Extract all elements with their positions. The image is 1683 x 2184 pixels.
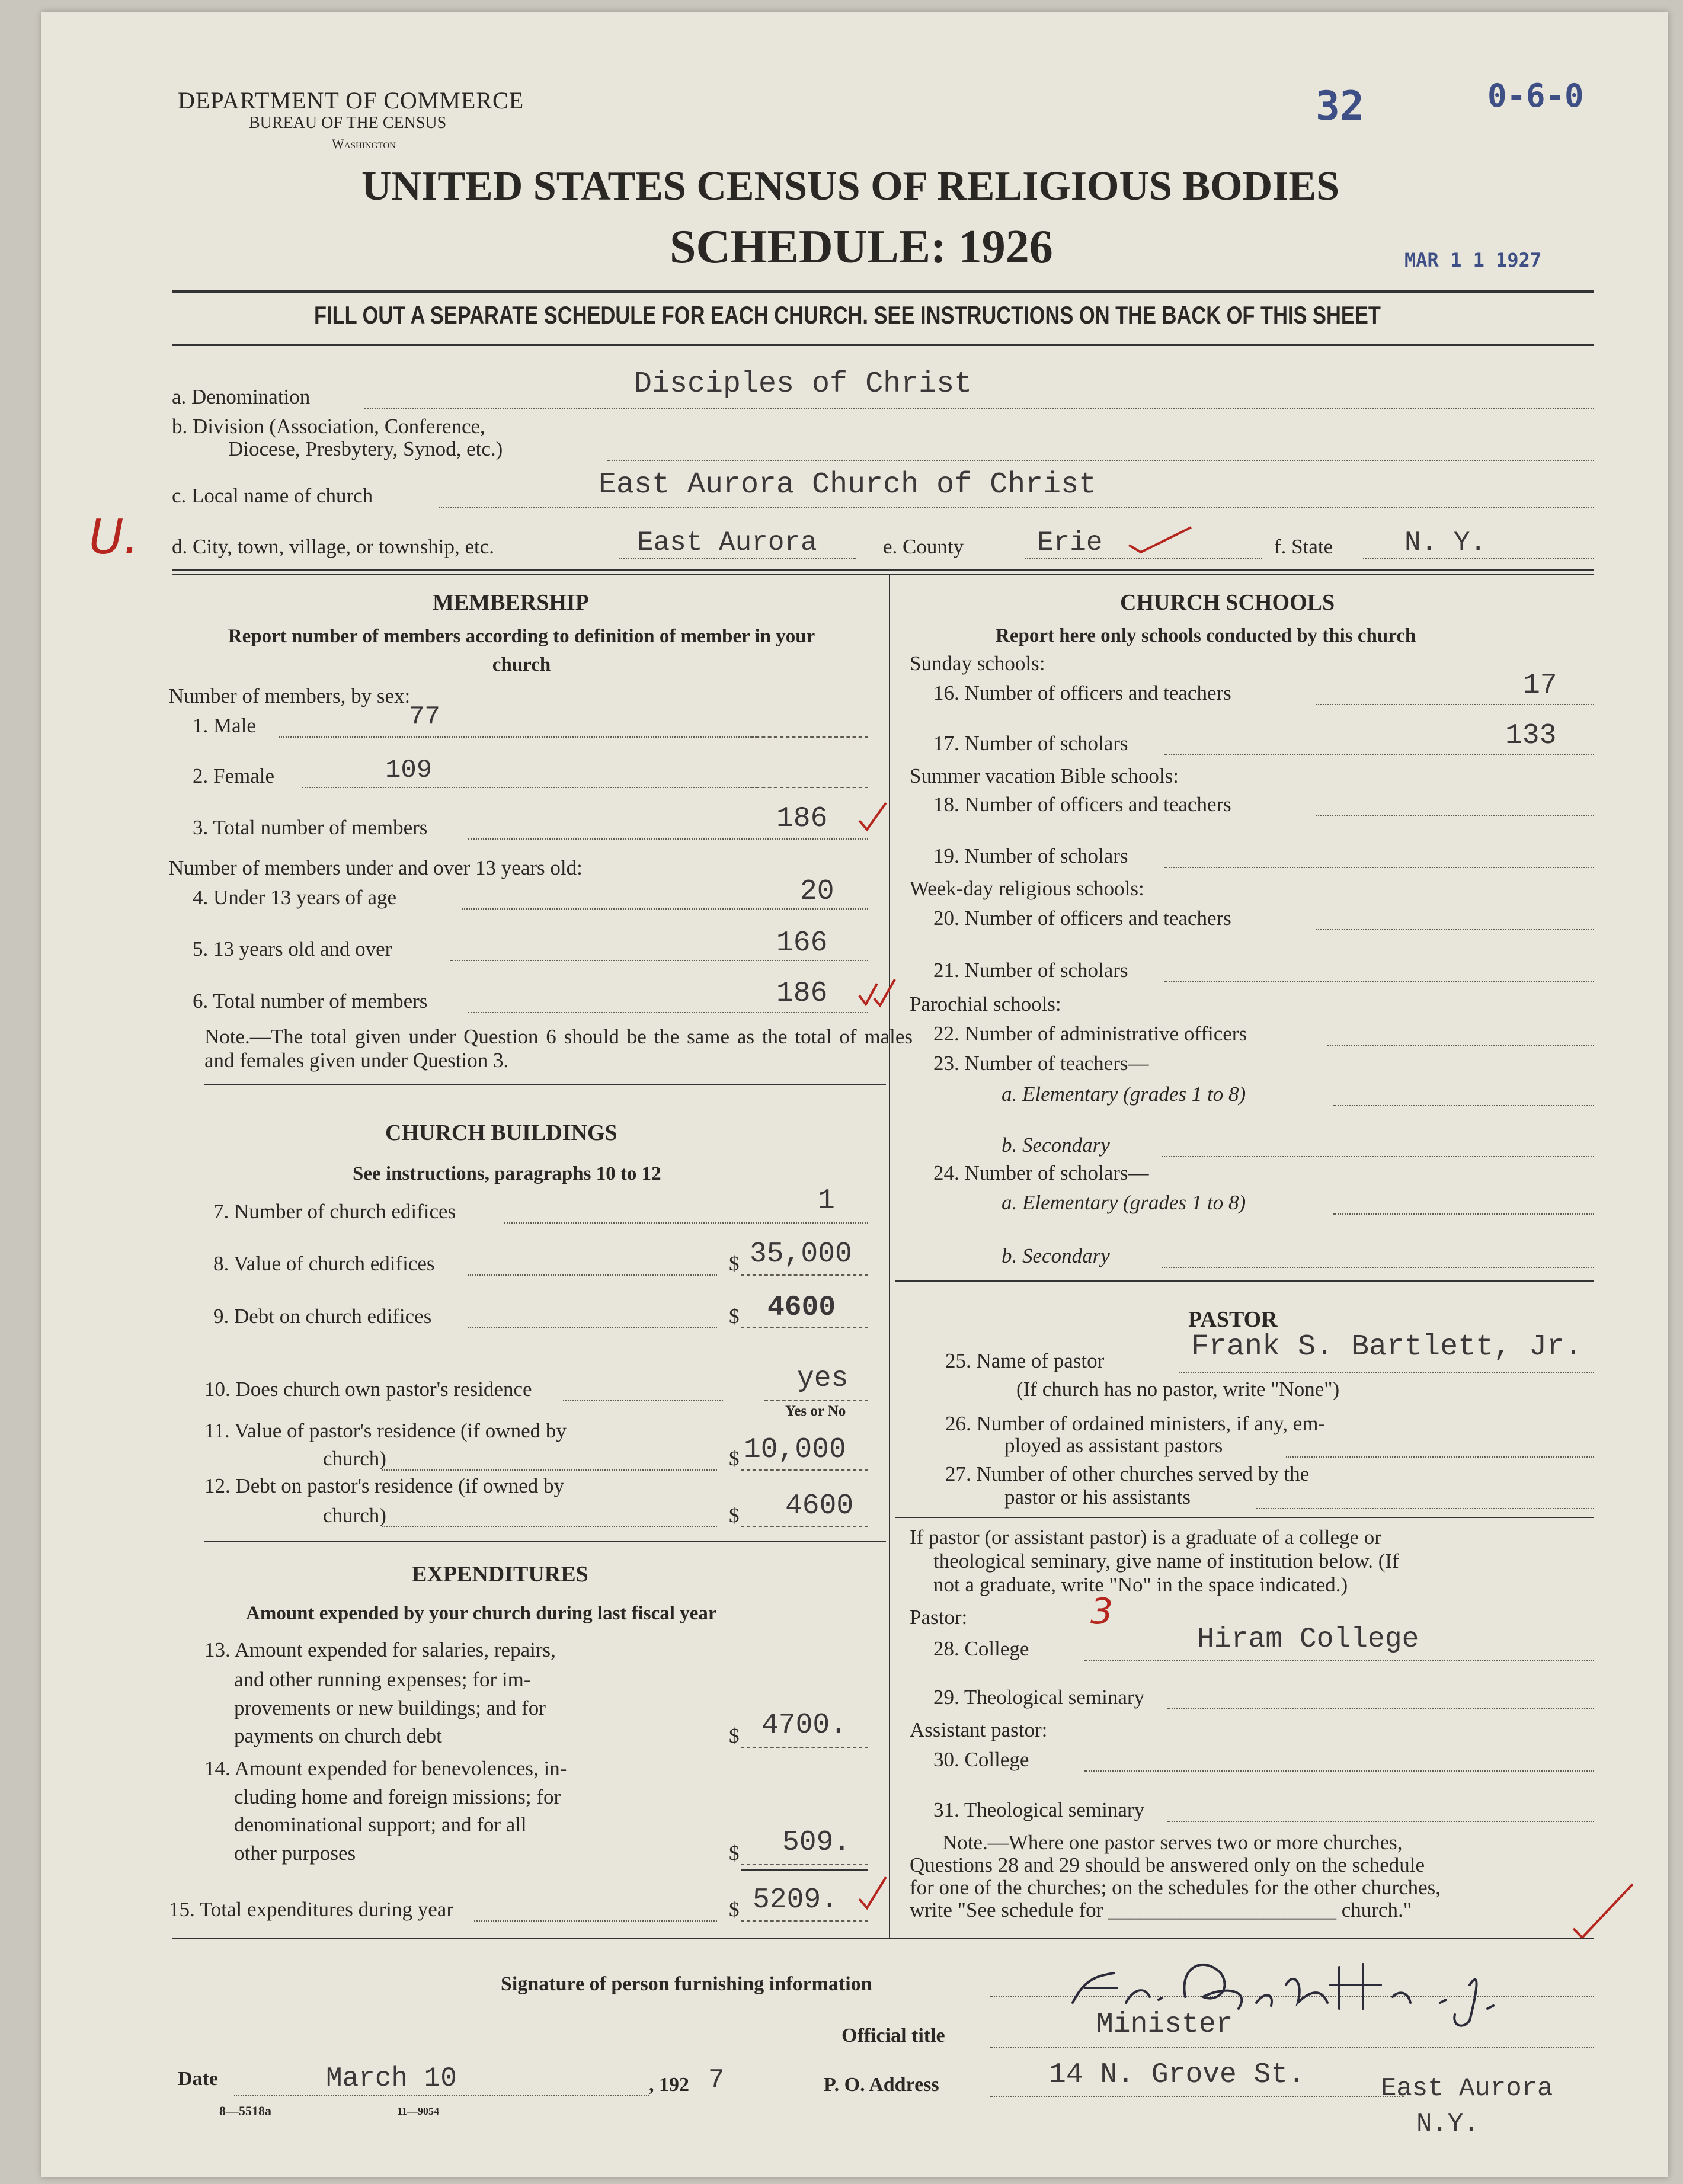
schools-subheading: Report here only schools conducted by this church	[996, 625, 1416, 646]
q28-line	[1084, 1660, 1594, 1661]
division-label-2: Diocese, Presbytery, Synod, etc.)	[228, 437, 503, 460]
q3-line	[468, 838, 868, 840]
q15-amount-line	[741, 1920, 868, 1922]
q19-line	[1164, 867, 1594, 868]
q1-value: 77	[409, 702, 440, 732]
q17-line	[1164, 754, 1594, 755]
q27-line	[1256, 1508, 1594, 1509]
q12-value: 4600	[785, 1490, 854, 1522]
q10-line	[563, 1400, 723, 1401]
q13-value: 4700.	[761, 1709, 847, 1741]
membership-rule	[204, 1084, 886, 1085]
expenditures-heading: EXPENDITURES	[412, 1562, 588, 1587]
q14-amount-line	[741, 1864, 868, 1865]
denomination-label: a. Denomination	[172, 385, 311, 408]
q2-line	[302, 787, 759, 788]
year-prefix: , 192	[649, 2074, 689, 2096]
q21-line	[1164, 981, 1594, 982]
form-title: UNITED STATES CENSUS OF RELIGIOUS BODIES	[361, 164, 1340, 209]
county-label: e. County	[883, 535, 964, 558]
q9-label: 9. Debt on church edifices	[213, 1305, 432, 1328]
q11-line	[382, 1469, 717, 1471]
date-line	[234, 2095, 649, 2096]
yes-no-hint: Yes or No	[785, 1403, 846, 1419]
q12-amount-line	[741, 1526, 868, 1527]
q25-label: 25. Name of pastor	[945, 1349, 1105, 1372]
q7-label: 7. Number of church edifices	[213, 1200, 456, 1223]
q30-label: 30. College	[933, 1748, 1029, 1771]
q2-label: 2. Female	[193, 764, 275, 787]
city-field-value: East Aurora	[637, 527, 817, 558]
county-value: Erie	[1037, 527, 1103, 558]
q26-label: 26. Number of ordained ministers, if any, em-	[945, 1412, 1326, 1435]
q14-value: 509.	[782, 1827, 851, 1859]
division-line	[607, 460, 1594, 461]
po-address-city: East Aurora	[1381, 2074, 1553, 2103]
q3-value: 186	[776, 803, 828, 835]
q5-line	[450, 960, 868, 961]
instruction-banner: FILL OUT A SEPARATE SCHEDULE FOR EACH CHURCH. SEE INSTRUCTIONS ON THE BACK OF THIS SHEET	[314, 301, 1381, 329]
q23b-label: b. Secondary	[1002, 1133, 1110, 1157]
local-name-label: c. Local name of church	[172, 484, 373, 507]
year-digit: 7	[708, 2065, 725, 2096]
q9-dollar: $	[729, 1305, 740, 1328]
stamp-number: 32	[1316, 83, 1364, 130]
pastor-heading: PASTOR	[1188, 1307, 1278, 1332]
q23b-line	[1162, 1156, 1594, 1157]
q14-label-2: cluding home and foreign missions; for	[234, 1785, 561, 1808]
q12-dollar: $	[729, 1504, 740, 1527]
q4-value: 20	[800, 876, 834, 908]
local-name-value: East Aurora Church of Christ	[599, 468, 1097, 502]
pastor-note-2: Questions 28 and 29 should be answered only on the schedule	[910, 1853, 1425, 1876]
schools-rule	[895, 1280, 1594, 1282]
q8-label: 8. Value of church edifices	[213, 1252, 435, 1275]
red-annotation-3: 3	[1090, 1591, 1114, 1632]
q21-label: 21. Number of scholars	[933, 959, 1128, 982]
pastor-rule	[895, 1517, 1594, 1518]
q16-value: 17	[1523, 670, 1557, 702]
q17-label: 17. Number of scholars	[933, 732, 1128, 755]
q13-label-3: provements or new buildings; and for	[234, 1696, 546, 1719]
weekday-schools-label: Week-day religious schools:	[910, 877, 1144, 900]
q14-sum-rule	[741, 1869, 868, 1871]
q23a-line	[1333, 1105, 1594, 1106]
parochial-schools-label: Parochial schools:	[910, 992, 1061, 1016]
q12-label: 12. Debt on pastor's residence (if owned by	[204, 1474, 564, 1497]
graduate-instruction-3: not a graduate, write "No" in the space indicated.)	[933, 1573, 1348, 1596]
q14-label-4: other purposes	[234, 1842, 356, 1865]
q8-amount-line	[741, 1274, 868, 1276]
q29-label: 29. Theological seminary	[933, 1686, 1145, 1709]
q18-line	[1316, 815, 1594, 816]
fields-rule-a	[172, 569, 1594, 571]
division-label: b. Division (Association, Conference,	[172, 415, 485, 438]
q28-label: 28. College	[933, 1637, 1029, 1660]
date-label: Date	[178, 2068, 218, 2090]
q11-dollar: $	[729, 1447, 740, 1470]
margin-check-mark: U.	[89, 510, 139, 565]
q1-total-line	[750, 736, 868, 738]
q7-value: 1	[818, 1185, 835, 1217]
q13-label-4: payments on church debt	[234, 1724, 442, 1747]
official-title-value: Minister	[1096, 2009, 1233, 2041]
q13-amount-line	[741, 1747, 868, 1748]
po-address-state: N.Y.	[1416, 2109, 1479, 2139]
q26-label-2: ployed as assistant pastors	[1004, 1434, 1223, 1457]
q6-check-icon	[856, 975, 898, 1010]
q8-value: 35,000	[750, 1238, 852, 1270]
q25-value: Frank S. Bartlett, Jr.	[1191, 1330, 1583, 1364]
q26-line	[1286, 1456, 1594, 1458]
pastor-note-1: Note.—Where one pastor serves two or more churches,	[942, 1831, 1403, 1854]
q24b-line	[1162, 1267, 1594, 1268]
po-address-label: P. O. Address	[824, 2074, 939, 2096]
q20-line	[1316, 929, 1594, 930]
q31-line	[1167, 1821, 1594, 1822]
q16-label: 16. Number of officers and teachers	[933, 681, 1231, 704]
city-field-label: d. City, town, village, or township, etc.	[172, 535, 495, 558]
q27-label-2: pastor or his assistants	[1004, 1485, 1191, 1509]
po-address-value: 14 N. Grove St.	[1049, 2059, 1306, 2091]
denomination-line	[364, 408, 1594, 409]
q22-label: 22. Number of administrative officers	[933, 1022, 1247, 1045]
membership-note: Note.—The total given under Question 6 should be the same as the total of males and females given under Question 3.	[204, 1025, 913, 1072]
q6-value: 186	[776, 978, 828, 1010]
q12-label-2: church)	[323, 1504, 386, 1527]
local-name-line	[439, 507, 1594, 508]
census-schedule-sheet	[41, 12, 1668, 2177]
signature-label: Signature of person furnishing information	[501, 1973, 872, 1995]
q1-label: 1. Male	[193, 714, 256, 737]
q24b-label: b. Secondary	[1002, 1244, 1110, 1267]
q11-label: 11. Value of pastor's residence (if owned by	[204, 1419, 567, 1442]
assistant-pastor-label: Assistant pastor:	[910, 1718, 1048, 1741]
q23-label: 23. Number of teachers—	[933, 1052, 1149, 1075]
buildings-subheading: See instructions, paragraphs 10 to 12	[353, 1163, 661, 1184]
q15-check-icon	[856, 1872, 892, 1914]
q8-line	[468, 1274, 717, 1276]
buildings-heading: CHURCH BUILDINGS	[385, 1120, 617, 1145]
state-value: N. Y.	[1404, 527, 1487, 558]
q24a-label: a. Elementary (grades 1 to 8)	[1002, 1191, 1246, 1214]
q4-line	[462, 908, 868, 910]
q6-label: 6. Total number of members	[193, 989, 428, 1013]
q14-dollar: $	[729, 1842, 740, 1865]
official-title-line	[990, 2047, 1594, 2048]
q11-value: 10,000	[744, 1434, 846, 1466]
q16-line	[1316, 704, 1594, 705]
q7-line	[504, 1222, 868, 1224]
fields-rule-b	[172, 574, 1594, 575]
date-value: March 10	[326, 2063, 457, 2094]
membership-subheading: Report number of members according to definition of member in your church	[228, 626, 815, 675]
q6-line	[468, 1012, 868, 1013]
q5-value: 166	[776, 927, 828, 959]
q30-line	[1084, 1770, 1594, 1772]
q3-check-icon	[856, 800, 892, 835]
q15-dollar: $	[729, 1898, 740, 1921]
q22-line	[1327, 1045, 1594, 1046]
q3-label: 3. Total number of members	[193, 816, 428, 839]
schools-heading: CHURCH SCHOOLS	[1120, 590, 1335, 615]
q24a-line	[1333, 1213, 1594, 1215]
q5-label: 5. 13 years old and over	[193, 937, 392, 960]
q25-note: (If church has no pastor, write "None")	[1016, 1378, 1340, 1401]
q17-value: 133	[1505, 720, 1557, 752]
members-by-sex-label: Number of members, by sex:	[169, 684, 411, 707]
q31-label: 31. Theological seminary	[933, 1798, 1145, 1821]
sunday-schools-label: Sunday schools:	[910, 652, 1045, 675]
state-label: f. State	[1274, 535, 1333, 558]
graduate-instruction-1: If pastor (or assistant pastor) is a graduate of a college or	[910, 1526, 1381, 1549]
po-address-line	[990, 2096, 1404, 2097]
q27-label: 27. Number of other churches served by the	[945, 1462, 1310, 1485]
header-rule-top	[172, 290, 1594, 293]
department-label: DEPARTMENT OF COMMERCE	[178, 87, 524, 114]
received-date-stamp: MAR 1 1 1927	[1404, 249, 1542, 271]
column-divider	[889, 575, 890, 1938]
q20-label: 20. Number of officers and teachers	[933, 907, 1231, 930]
stamp-code: 0-6-0	[1487, 77, 1584, 114]
bureau-label: BUREAU OF THE CENSUS	[249, 114, 447, 132]
q25-line	[1179, 1372, 1594, 1373]
expenditures-subheading: Amount expended by your church during last fiscal year	[246, 1603, 717, 1624]
q28-value: Hiram College	[1197, 1623, 1419, 1655]
q9-value: 4600	[767, 1292, 836, 1324]
form-number: 8—5518a	[219, 2103, 271, 2118]
q14-label: 14. Amount expended for benevolences, in-	[204, 1757, 567, 1780]
header-rule-bottom	[172, 344, 1594, 346]
q11-label-2: church)	[323, 1447, 386, 1470]
q13-dollar: $	[729, 1724, 740, 1747]
q13-label-2: and other running expenses; for im-	[234, 1668, 531, 1691]
q19-label: 19. Number of scholars	[933, 844, 1128, 867]
q13-label: 13. Amount expended for salaries, repairs,	[204, 1638, 556, 1661]
print-number: 11—9054	[397, 2105, 440, 2117]
membership-heading: MEMBERSHIP	[433, 590, 589, 615]
pastor-college-label: Pastor:	[910, 1606, 968, 1629]
q2-total-line	[750, 787, 868, 788]
q9-amount-line	[741, 1327, 868, 1328]
q11-amount-line	[741, 1469, 868, 1471]
q23a-label: a. Elementary (grades 1 to 8)	[1002, 1083, 1246, 1106]
age-groups-label: Number of members under and over 13 years old:	[169, 856, 583, 879]
buildings-rule	[204, 1541, 886, 1542]
q14-label-3: denominational support; and for all	[234, 1813, 527, 1836]
graduate-instruction-2: theological seminary, give name of institution below. (If	[933, 1549, 1399, 1573]
q10-label: 10. Does church own pastor's residence	[204, 1378, 532, 1401]
q10-answer-line	[764, 1400, 868, 1401]
q18-label: 18. Number of officers and teachers	[933, 793, 1231, 816]
official-title-label: Official title	[842, 2025, 945, 2047]
denomination-value: Disciples of Christ	[634, 367, 972, 401]
q15-line	[474, 1920, 717, 1922]
q29-line	[1167, 1708, 1594, 1709]
pastor-note-4: write "See schedule for ______________________ church."	[910, 1898, 1412, 1922]
q4-label: 4. Under 13 years of age	[193, 886, 397, 909]
pastor-note-3: for one of the churches; on the schedules for the other churches,	[910, 1876, 1441, 1899]
county-check-icon	[1126, 521, 1197, 557]
city-label: Washington	[332, 136, 396, 151]
q9-line	[468, 1327, 717, 1328]
schedule-title: SCHEDULE: 1926	[670, 221, 1053, 273]
q2-value: 109	[385, 755, 433, 785]
q12-line	[382, 1526, 717, 1527]
summer-schools-label: Summer vacation Bible schools:	[910, 764, 1179, 787]
q15-value: 5209.	[753, 1884, 839, 1916]
q10-value: yes	[797, 1363, 849, 1395]
q24-label: 24. Number of scholars—	[933, 1161, 1149, 1184]
q15-label: 15. Total expenditures during year	[169, 1898, 453, 1921]
q8-dollar: $	[729, 1252, 740, 1275]
q1-line	[279, 736, 759, 738]
